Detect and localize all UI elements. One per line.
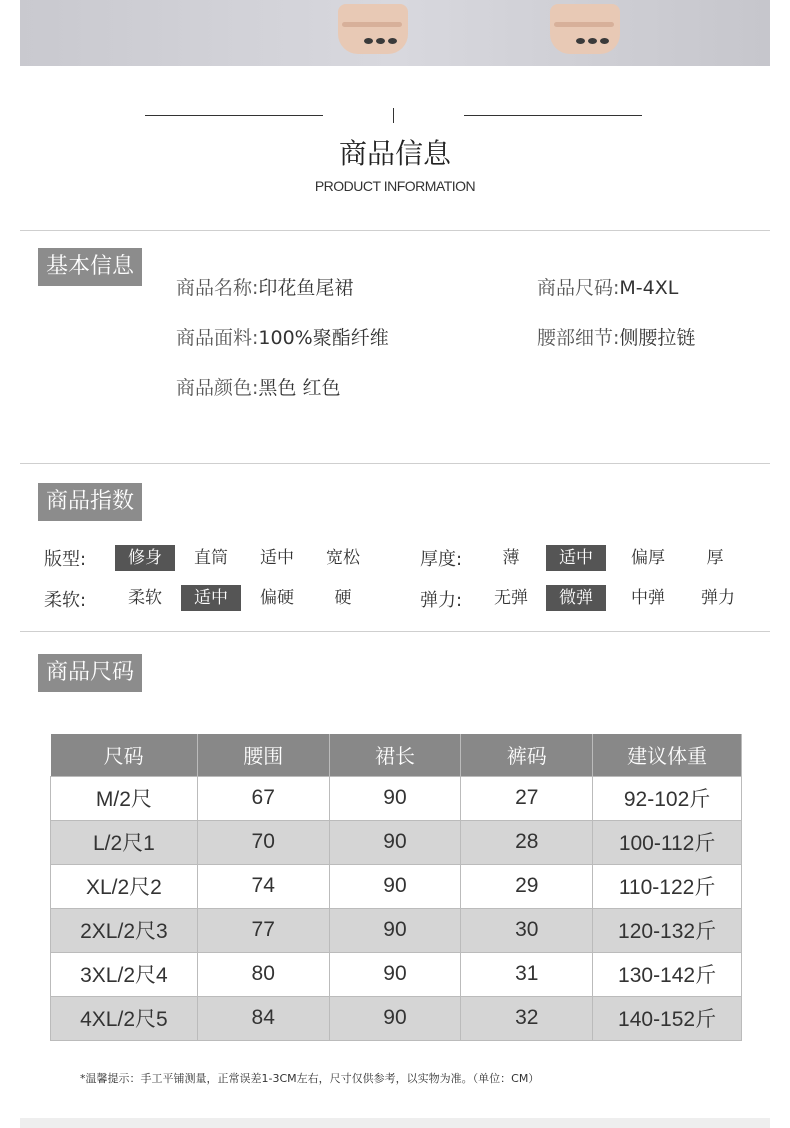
table-cell: 30 xyxy=(461,908,593,952)
fit-option: 修身 xyxy=(115,545,175,571)
table-cell: 74 xyxy=(197,864,329,908)
table-cell: 90 xyxy=(329,996,461,1040)
table-cell: 90 xyxy=(329,864,461,908)
elasticity-label: 弹力: xyxy=(420,590,463,611)
name-value: 印花鱼尾裙 xyxy=(258,277,354,299)
column-header: 裙长 xyxy=(329,734,461,776)
table-cell: 110-122斤 xyxy=(593,864,742,908)
fabric-label: 商品面料: xyxy=(176,327,259,349)
table-cell: 3XL/2尺4 xyxy=(51,952,198,996)
table-cell: 28 xyxy=(461,820,593,864)
table-cell: 77 xyxy=(197,908,329,952)
table-cell: 130-142斤 xyxy=(593,952,742,996)
table-cell: 100-112斤 xyxy=(593,820,742,864)
softness-option: 适中 xyxy=(181,585,241,611)
size-label: 商品尺码: xyxy=(537,277,620,299)
softness-option: 偏硬 xyxy=(260,588,294,608)
thickness-label: 厚度: xyxy=(420,549,463,570)
table-cell: M/2尺 xyxy=(51,776,198,820)
table-cell: 70 xyxy=(197,820,329,864)
section-tag-index: 商品指数 xyxy=(38,483,142,521)
info-waist xyxy=(537,323,695,350)
right-foot-image xyxy=(550,4,620,54)
info-size xyxy=(537,273,678,300)
section-tag-sizes: 商品尺码 xyxy=(38,654,142,692)
table-cell: 27 xyxy=(461,776,593,820)
table-row xyxy=(51,908,742,952)
divider xyxy=(20,631,770,632)
section-tag-basic: 基本信息 xyxy=(38,248,142,286)
table-cell: 4XL/2尺5 xyxy=(51,996,198,1040)
bottom-band xyxy=(20,1118,770,1128)
thickness-option: 厚 xyxy=(706,548,724,568)
page-title: 商品信息 xyxy=(338,137,451,170)
thickness-option: 适中 xyxy=(546,545,606,571)
divider xyxy=(20,463,770,464)
color-value: 黑色 红色 xyxy=(258,377,341,399)
table-cell: 32 xyxy=(461,996,593,1040)
column-header: 裤码 xyxy=(461,734,593,776)
table-header-row xyxy=(51,734,742,776)
column-header: 腰围 xyxy=(197,734,329,776)
thickness-option: 薄 xyxy=(502,548,520,568)
waist-label: 腰部细节: xyxy=(537,327,620,349)
header-line-left xyxy=(145,115,323,116)
table-cell: 31 xyxy=(461,952,593,996)
table-row xyxy=(51,952,742,996)
header-tick xyxy=(393,108,394,123)
table-row xyxy=(51,864,742,908)
color-label: 商品颜色: xyxy=(176,377,259,399)
column-header: 尺码 xyxy=(51,734,198,776)
table-cell: 90 xyxy=(329,908,461,952)
table-cell: 90 xyxy=(329,952,461,996)
elasticity-option: 中弹 xyxy=(631,588,665,608)
product-photo xyxy=(20,0,770,66)
elasticity-option: 弹力 xyxy=(701,588,735,608)
size-note: *温馨提示：手工平铺测量，正常误差1-3CM左右，尺寸仅供参考，以实物为准。（单位：CM） xyxy=(80,1072,540,1085)
fit-label: 版型: xyxy=(44,549,87,570)
table-cell: 92-102斤 xyxy=(593,776,742,820)
table-cell: XL/2尺2 xyxy=(51,864,198,908)
elasticity-option: 微弹 xyxy=(546,585,606,611)
size-value: M-4XL xyxy=(619,277,679,299)
header-line-right xyxy=(464,115,642,116)
table-row xyxy=(51,820,742,864)
info-color xyxy=(176,373,340,400)
table-cell: L/2尺1 xyxy=(51,820,198,864)
table-cell: 120-132斤 xyxy=(593,908,742,952)
info-fabric xyxy=(176,323,389,350)
fabric-value: 100%聚酯纤维 xyxy=(258,327,389,349)
thickness-option: 偏厚 xyxy=(631,548,665,568)
table-row xyxy=(51,996,742,1040)
table-cell: 90 xyxy=(329,820,461,864)
waist-value: 侧腰拉链 xyxy=(619,327,696,349)
softness-option: 柔软 xyxy=(128,588,162,608)
table-cell: 29 xyxy=(461,864,593,908)
softness-option: 硬 xyxy=(334,588,352,608)
table-cell: 67 xyxy=(197,776,329,820)
fit-option: 直筒 xyxy=(194,548,228,568)
table-cell: 140-152斤 xyxy=(593,996,742,1040)
softness-label: 柔软: xyxy=(44,590,87,611)
fit-option: 宽松 xyxy=(326,548,360,568)
fit-option: 适中 xyxy=(260,548,294,568)
table-cell: 84 xyxy=(197,996,329,1040)
left-foot-image xyxy=(338,4,408,54)
elasticity-option: 无弹 xyxy=(494,588,528,608)
table-cell: 90 xyxy=(329,776,461,820)
size-table xyxy=(50,734,742,1041)
name-label: 商品名称: xyxy=(176,277,259,299)
table-cell: 2XL/2尺3 xyxy=(51,908,198,952)
info-name xyxy=(176,273,353,300)
table-row xyxy=(51,776,742,820)
table-cell: 80 xyxy=(197,952,329,996)
page-subtitle: PRODUCT INFORMATION xyxy=(314,178,476,194)
column-header: 建议体重 xyxy=(593,734,742,776)
divider xyxy=(20,230,770,231)
